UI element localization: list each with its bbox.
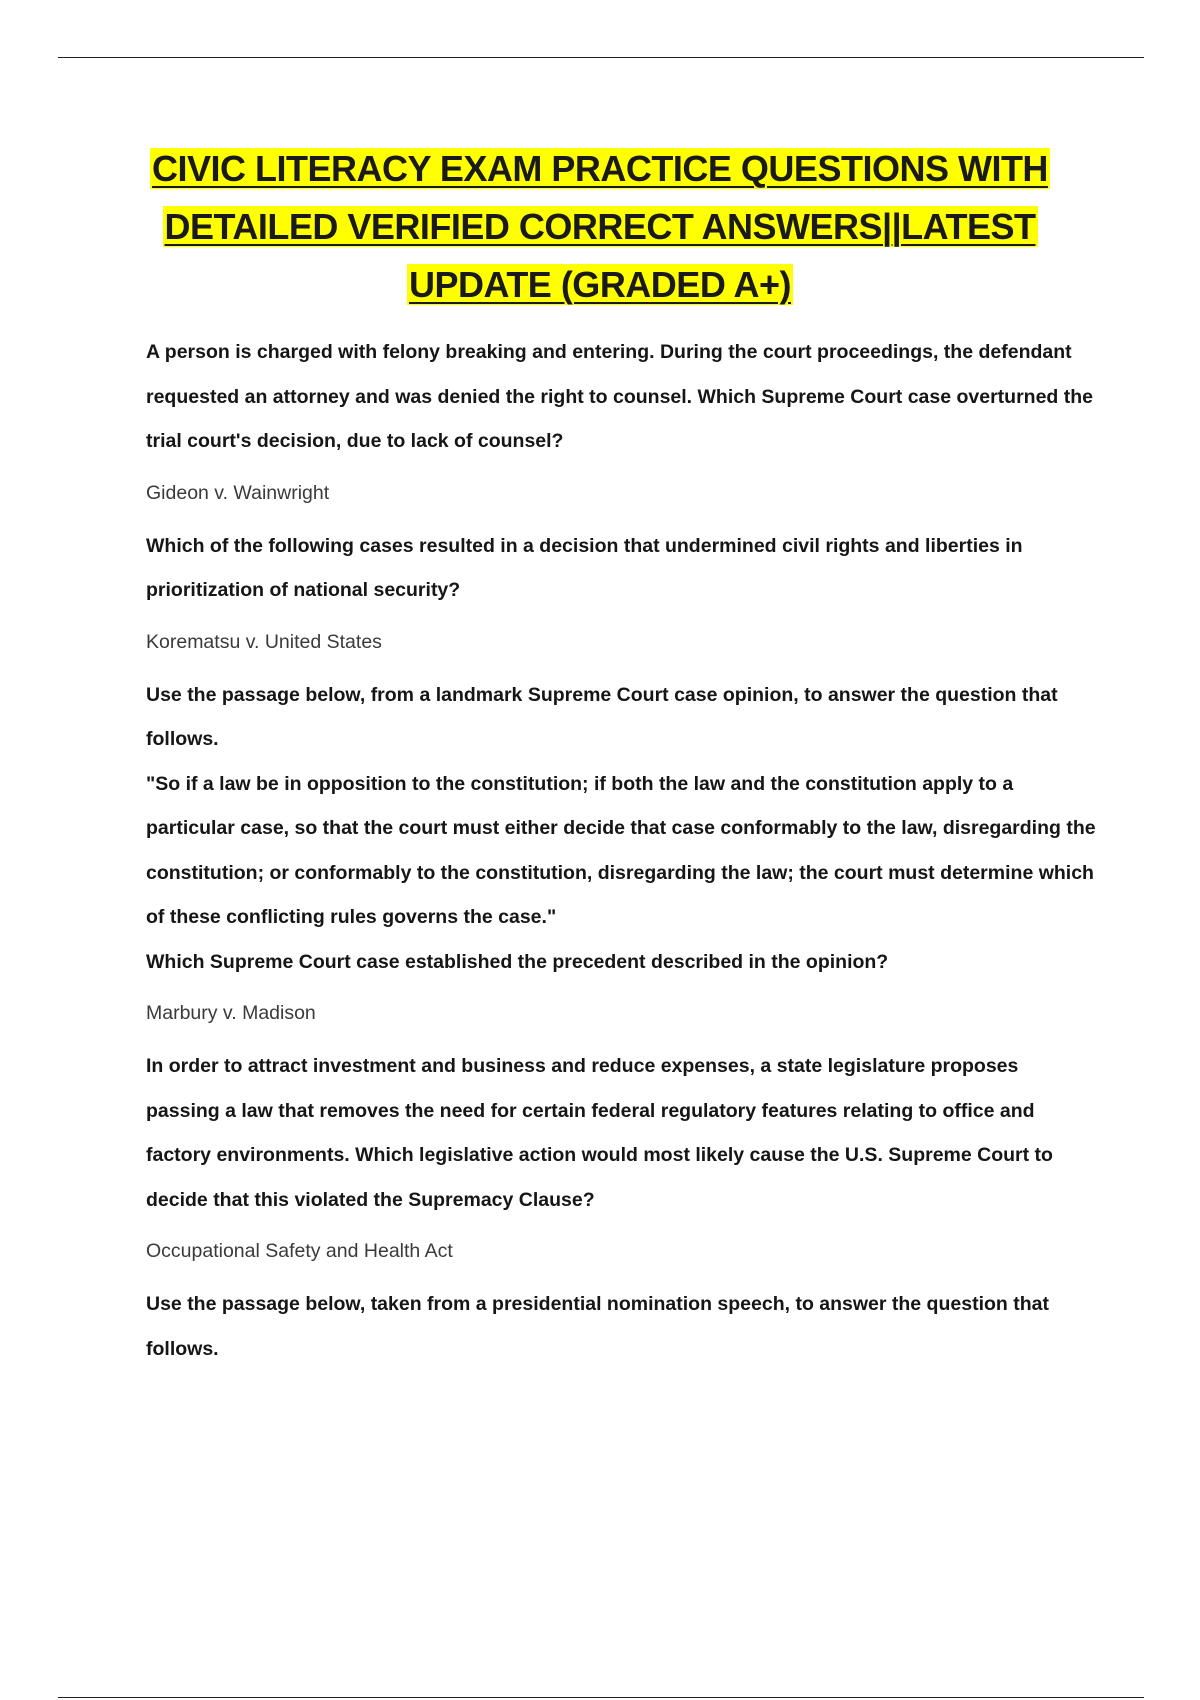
question-3-prompt: Which Supreme Court case established the precedent described in the opinion? <box>146 950 889 973</box>
question-5: Use the passage below, taken from a presidential nomination speech, to answer the question that follows. <box>146 1293 1049 1360</box>
answer-3: Marbury v. Madison <box>146 1002 316 1024</box>
title-line-3: UPDATE (GRADED A+) <box>408 264 791 305</box>
question-list <box>146 330 1096 1371</box>
bottom-rule <box>58 1697 1144 1698</box>
question-3-intro: Use the passage below, from a landmark Supreme Court case opinion, to answer the question that follows. <box>146 683 1058 750</box>
answer-1: Gideon v. Wainwright <box>146 481 330 504</box>
document-title <box>90 140 1110 314</box>
question-1: A person is charged with felony breaking and entering. During the court proceedings, the defendant requested an attorney and was denied the right to counsel. Which Supreme Court case overturned the trial court's decision, due to lack of counsel? <box>146 341 1094 452</box>
answer-4: Occupational Safety and Health Act <box>146 1240 453 1262</box>
question-2: Which of the following cases resulted in a decision that undermined civil rights and liberties in prioritization of national security? <box>146 534 1023 601</box>
answer-2: Korematsu v. United States <box>146 630 382 653</box>
top-rule <box>58 57 1144 58</box>
question-4: In order to attract investment and business and reduce expenses, a state legislature proposes passing a law that removes the need for certain federal regulatory features relating to office and factory environments. Which legislative action would most likely cause the U.S. Supreme Court to decide that this violated the Supremacy Clause? <box>146 1055 1053 1211</box>
title-line-2: DETAILED VERIFIED CORRECT ANSWERS||LATEST <box>164 206 1036 247</box>
title-line-1: CIVIC LITERACY EXAM PRACTICE QUESTIONS WITH <box>152 148 1048 189</box>
question-3-quote: "So if a law be in opposition to the constitution; if both the law and the constitution apply to a particular case, so that the court must either decide that case conformably to the law, disregarding the constitution; or conformably to the constitution, disregarding the law; the court must determine which of these conflicting rules governs the case." <box>146 772 1096 928</box>
